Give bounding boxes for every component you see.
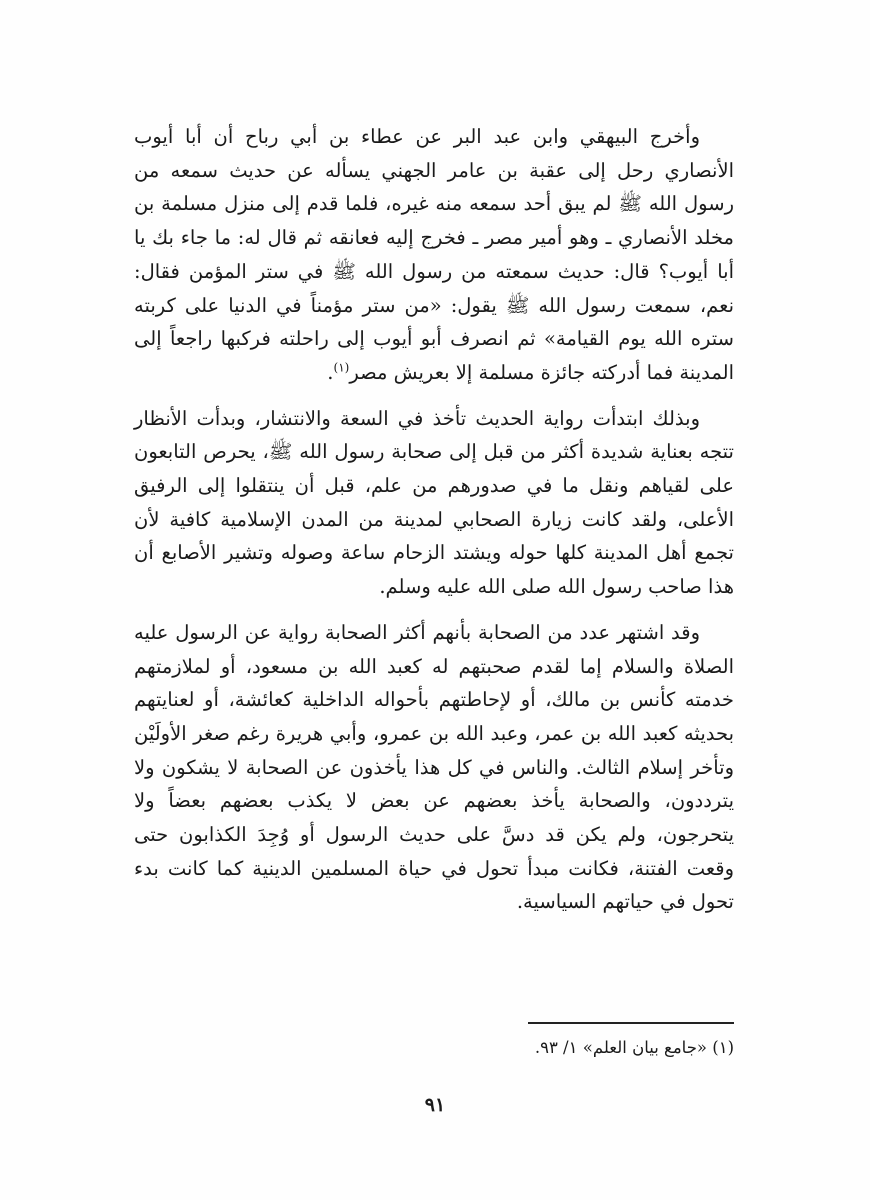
footnote-separator xyxy=(528,1022,734,1024)
paragraph-3: وقد اشتهر عدد من الصحابة بأنهم أكثر الصحابة رواية عن الرسول عليه الصلاة والسلام إما لقدم صحبتهم له كعبد الله بن مسعود، أو لملازمتهم خدمته كأنس بن مالك، أو لإحاطتهم بأحواله الداخلية كعائشة، أو لعنايتهم بحديثه كعبد الله بن عمر، وعبد الله بن عمرو، وأبي هريرة رغم صغر الأولَيْن وتأخر إسلام الثالث. والناس في كل هذا يأخذون عن الصحابة لا يشكون ولا يترددون، والصحابة يأخذ بعضهم عن بعض لا يكذب بعضهم بعضاً ولا يتحرجون، ولم يكن قد دسَّ على حديث الرسول أو وُجِدَ الكذابون حتى وقعت الفتنة، فكانت مبدأ تحول في حياة المسلمين الدينية كما كانت بدء تحول في حياتهم السياسية. xyxy=(134,620,734,914)
paragraph-1-text: وأخرج البيهقي وابن عبد البر عن عطاء بن أبي رباح أن أبا أيوب الأنصاري رحل إلى عقبة بن عامر الجهني يسأله عن حديث سمعه من رسول الله ﷺ لم يبق أحد سمعه منه غيره، فلما قدم إلى منزل مسلمة بن مخلد الأنصاري ـ وهو أمير مصر ـ فخرج إليه فعانقه ثم قال له: ما جاء بك يا أبا أيوب؟ قال: حديث سمعته من رسول الله ﷺ في ستر المؤمن فقال: نعم، سمعت رسول الله ﷺ يقول: «من ستر مؤمناً في الدنيا على كربته ستره الله يوم القيامة» ثم انصرف أبو أيوب إلى راحلته فركبها راجعاً إلى المدينة فما أدركته جائزة مسلمة إلا بعريش مصر xyxy=(134,125,734,384)
paragraph-1 xyxy=(134,120,734,390)
paragraph-2: وبذلك ابتدأت رواية الحديث تأخذ في السعة والانتشار، وبدأت الأنظار تتجه بعناية شديدة أكثر من قبل إلى صحابة رسول الله ﷺ، يحرص التابعون على لقياهم ونقل ما في صدورهم من علم، قبل أن ينتقلوا إلى الرفيق الأعلى، ولقد كانت زيارة الصحابي لمدينة من المدن الإسلامية كافية لأن تجمع أهل المدينة كلها حوله ويشتد الزحام ساعة وصوله وتشير الأصابع أن هذا صاحب رسول الله صلى الله عليه وسلم. xyxy=(134,406,734,599)
body-text xyxy=(134,120,734,931)
footnote-reference: (١) xyxy=(333,360,350,375)
footnote: (١) «جامع بيان العلم» ١/ ٩٣. xyxy=(534,1038,734,1057)
paragraph-1-end: . xyxy=(327,360,334,384)
page-number: ٩١ xyxy=(424,1094,446,1116)
